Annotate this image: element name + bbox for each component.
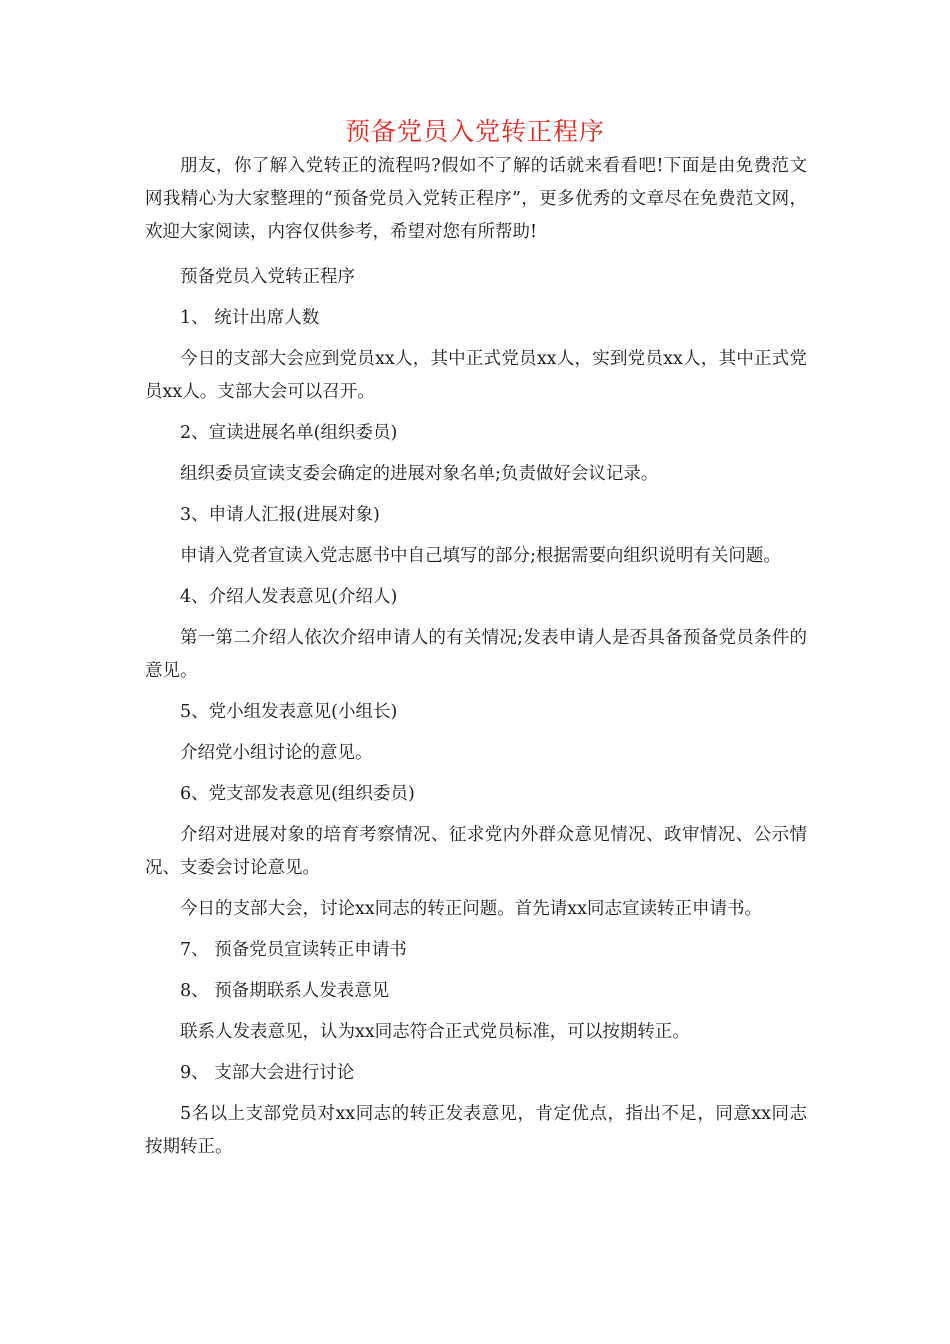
step-heading: 8、 预备期联系人发表意见 (180, 981, 390, 1001)
body-paragraph: 组织委员宣读支委会确定的进展对象名单;负责做好会议记录。 (180, 464, 659, 484)
intro-paragraph: 朋友，你了解入党转正的流程吗?假如不了解的话就来看看吧!下面是由免费范文网我精心为大家整理的“预备党员入党转正程序”，更多优秀的文章尽在免费范文网，欢迎大家阅读，内容仅供参考，希望对您有所帮助! (145, 156, 807, 242)
body-paragraph: 申请入党者宣读入党志愿书中自己填写的部分;根据需要向组织说明有关问题。 (180, 546, 781, 566)
step-heading: 7、 预备党员宣读转正申请书 (180, 940, 407, 960)
step-heading: 9、 支部大会进行讨论 (180, 1063, 355, 1083)
section-heading: 预备党员入党转正程序 (180, 267, 355, 287)
document-title: 预备党员入党转正程序 (344, 117, 605, 146)
body-paragraph: 第一第二介绍人依次介绍申请人的有关情况;发表申请人是否具备预备党员条件的意见。 (145, 628, 807, 681)
body-paragraph: 今日的支部大会应到党员xx人，其中正式党员xx人，实到党员xx人，其中正式党员xx人。支部大会可以召开。 (145, 349, 807, 402)
step-heading: 6、党支部发表意见(组织委员) (180, 784, 415, 804)
body-paragraph: 介绍党小组讨论的意见。 (180, 743, 373, 763)
body-paragraph: 今日的支部大会，讨论xx同志的转正问题。首先请xx同志宣读转正申请书。 (180, 899, 762, 919)
body-paragraph: 介绍对进展对象的培育考察情况、征求党内外群众意见情况、政审情况、公示情况、支委会讨论意见。 (145, 825, 807, 878)
step-heading: 4、介绍人发表意见(介绍人) (180, 587, 398, 607)
body-paragraph: 联系人发表意见，认为xx同志符合正式党员标准，可以按期转正。 (180, 1022, 690, 1042)
step-heading: 5、党小组发表意见(小组长) (180, 702, 398, 722)
step-heading: 2、宣读进展名单(组织委员) (180, 423, 398, 443)
step-heading: 3、申请人汇报(进展对象) (180, 505, 380, 525)
body-paragraph: 5名以上支部党员对xx同志的转正发表意见，肯定优点，指出不足，同意xx同志按期转正。 (145, 1104, 807, 1157)
document-body (145, 150, 807, 1172)
step-heading: 1、 统计出席人数 (180, 308, 320, 328)
